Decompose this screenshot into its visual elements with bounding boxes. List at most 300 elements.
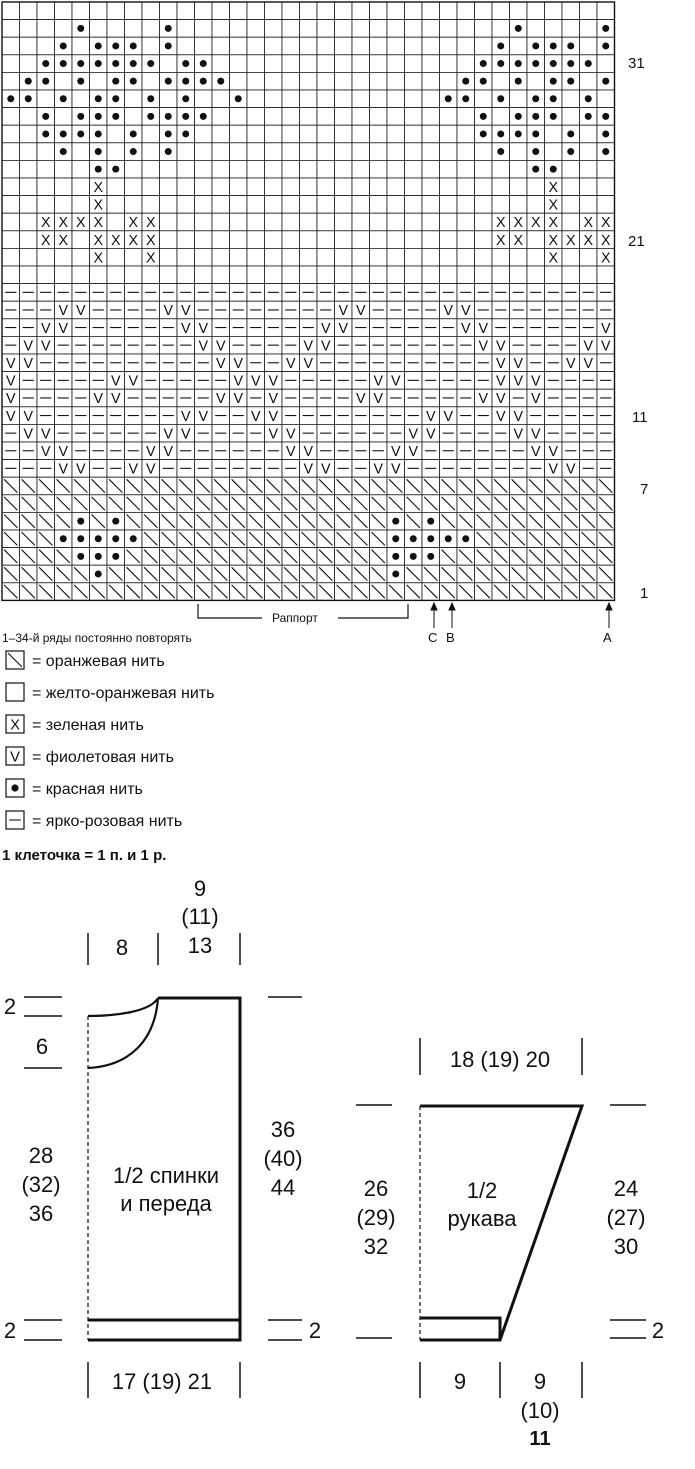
green-stitch-symbol: X (565, 232, 576, 249)
chart-cell (457, 213, 475, 231)
chart-cell (422, 143, 440, 161)
chart-cell (422, 178, 440, 196)
chart-cell (370, 266, 388, 284)
chart-cell (492, 248, 510, 266)
red-stitch-symbol (77, 518, 84, 525)
body-top-width-1: 9 (193, 876, 207, 901)
red-stitch-symbol (480, 60, 487, 67)
chart-cell (545, 2, 563, 20)
red-stitch-symbol (410, 553, 417, 560)
violet-stitch-symbol: V (373, 373, 384, 390)
body-neck-depth: 2 (3, 994, 17, 1019)
chart-cell (247, 55, 265, 73)
violet-stitch-symbol: V (478, 320, 489, 337)
red-stitch-symbol (515, 25, 522, 32)
red-stitch-symbol (95, 130, 102, 137)
green-stitch-symbol: X (75, 215, 86, 232)
green-stitch-symbol: X (548, 250, 559, 267)
chart-cell (387, 108, 405, 126)
chart-cell (230, 231, 248, 249)
chart-cell (440, 20, 458, 38)
chart-cell (107, 196, 125, 214)
chart-cell (317, 213, 335, 231)
violet-stitch-symbol: V (145, 461, 156, 478)
body-neck-width: 8 (115, 935, 129, 960)
chart-cell (335, 125, 353, 143)
green-stitch-symbol: X (10, 717, 20, 734)
violet-stitch-symbol: V (250, 373, 261, 390)
violet-stitch-symbol: V (583, 356, 594, 372)
chart-cell (597, 90, 615, 108)
chart-cell (107, 143, 125, 161)
chart-cell (405, 55, 423, 73)
chart-cell (492, 2, 510, 20)
stitch-markers (431, 603, 612, 628)
violet-stitch-symbol: V (425, 408, 436, 425)
legend-label: = оранжевая нить (32, 653, 165, 670)
violet-stitch-symbol: V (530, 426, 541, 443)
red-stitch-symbol (532, 166, 539, 173)
chart-cell (317, 178, 335, 196)
chart-cell (2, 248, 20, 266)
chart-cell (370, 196, 388, 214)
red-stitch-symbol (602, 148, 609, 155)
chart-cell (580, 266, 598, 284)
red-stitch-symbol (182, 95, 189, 102)
chart-cell (20, 125, 38, 143)
chart-cell (212, 108, 230, 126)
chart-cell (125, 160, 143, 178)
violet-stitch-symbol: V (23, 338, 34, 355)
chart-cell (335, 72, 353, 90)
chart-cell (160, 213, 178, 231)
red-stitch-symbol (60, 42, 67, 49)
chart-cell (300, 2, 318, 20)
chart-cell (125, 20, 143, 38)
chart-cell (352, 90, 370, 108)
green-stitch-symbol: X (93, 197, 104, 214)
chart-cell (142, 178, 160, 196)
chart-cell (317, 231, 335, 249)
chart-cell (387, 90, 405, 108)
violet-stitch-symbol: V (390, 373, 401, 390)
chart-cell (317, 72, 335, 90)
chart-cell (282, 213, 300, 231)
chart-cell (282, 72, 300, 90)
green-stitch-symbol: X (495, 215, 506, 232)
chart-cell (160, 55, 178, 73)
chart-cell (370, 125, 388, 143)
chart-cell (370, 20, 388, 38)
chart-cell (300, 20, 318, 38)
green-stitch-symbol: X (145, 215, 156, 232)
chart-cell (475, 2, 493, 20)
chart-cell (55, 72, 73, 90)
violet-stitch-symbol: V (5, 373, 16, 390)
chart-cell (510, 37, 528, 55)
chart-cell (335, 178, 353, 196)
chart-cell (195, 248, 213, 266)
legend (6, 651, 214, 830)
violet-stitch-symbol: V (338, 320, 349, 337)
row-number-1: 1 (640, 585, 649, 602)
chart-cell (370, 90, 388, 108)
chart-cell (422, 2, 440, 20)
chart-cell (72, 37, 90, 55)
chart-cell (597, 2, 615, 20)
chart-cell (457, 143, 475, 161)
red-stitch-symbol (112, 166, 119, 173)
chart-cell (580, 125, 598, 143)
chart-cell (422, 108, 440, 126)
violet-stitch-symbol: V (373, 391, 384, 408)
violet-stitch-symbol: V (5, 391, 16, 408)
chart-cell (212, 248, 230, 266)
chart-cell (405, 108, 423, 126)
red-stitch-symbol (95, 95, 102, 102)
red-stitch-symbol (235, 95, 242, 102)
violet-stitch-symbol: V (495, 338, 506, 355)
red-stitch-symbol (497, 60, 504, 67)
chart-cell (580, 248, 598, 266)
chart-cell (107, 248, 125, 266)
chart-cell (300, 196, 318, 214)
red-stitch-symbol (165, 25, 172, 32)
body-left-height-1: 28 (28, 1143, 54, 1168)
violet-stitch-symbol: V (10, 749, 20, 766)
red-stitch-symbol (602, 130, 609, 137)
chart-cell (142, 2, 160, 20)
chart-cell (20, 266, 38, 284)
chart-cell (282, 37, 300, 55)
body-label-line2: и переда (120, 1191, 212, 1216)
violet-stitch-symbol: V (40, 444, 51, 460)
chart-cell (160, 266, 178, 284)
violet-stitch-symbol: V (583, 338, 594, 355)
violet-stitch-symbol: V (5, 356, 16, 372)
red-stitch-symbol (532, 60, 539, 67)
chart-cell (387, 178, 405, 196)
chart-cell (317, 248, 335, 266)
red-stitch-symbol (165, 113, 172, 120)
violet-stitch-symbol: V (390, 444, 401, 460)
chart-cell (440, 108, 458, 126)
sleeve-top-width: 18 (19) 20 (449, 1047, 551, 1072)
red-stitch-symbol (515, 60, 522, 67)
violet-stitch-symbol: V (233, 391, 244, 408)
chart-cell (352, 37, 370, 55)
chart-cell (72, 90, 90, 108)
chart-cell (527, 231, 545, 249)
red-stitch-symbol (427, 535, 434, 542)
violet-stitch-symbol: V (565, 461, 576, 478)
chart-cell (405, 248, 423, 266)
body-top-width-2: (11) (181, 904, 219, 929)
red-stitch-symbol (497, 95, 504, 102)
green-stitch-symbol: X (600, 232, 611, 249)
violet-stitch-symbol: V (163, 303, 174, 320)
red-stitch-symbol (60, 148, 67, 155)
violet-stitch-symbol: V (198, 320, 209, 337)
chart-cell (282, 90, 300, 108)
violet-stitch-symbol: V (495, 408, 506, 425)
chart-cell (212, 196, 230, 214)
chart-cell (510, 143, 528, 161)
chart-cell (300, 266, 318, 284)
chart-cell (317, 55, 335, 73)
chart-cell (2, 231, 20, 249)
red-stitch-symbol (112, 535, 119, 542)
green-stitch-symbol: X (128, 215, 139, 232)
chart-cell (230, 196, 248, 214)
sleeve-label-line1: 1/2 (466, 1178, 498, 1203)
chart-cell (177, 160, 195, 178)
red-stitch-symbol (392, 570, 399, 577)
sleeve-left-height-3: 32 (363, 1234, 389, 1259)
chart-cell (405, 160, 423, 178)
violet-stitch-symbol: V (75, 461, 86, 478)
chart-cell (2, 178, 20, 196)
chart-cell (597, 196, 615, 214)
chart-cell (562, 108, 580, 126)
chart-cell (265, 231, 283, 249)
chart-cell (247, 2, 265, 20)
chart-cell (37, 266, 55, 284)
violet-stitch-symbol: V (233, 356, 244, 372)
chart-cell (265, 266, 283, 284)
chart-cell (352, 231, 370, 249)
red-stitch-symbol (567, 148, 574, 155)
chart-cell (580, 72, 598, 90)
red-stitch-symbol (427, 553, 434, 560)
rapport-label: Раппорт (272, 611, 318, 625)
chart-cell (440, 72, 458, 90)
red-stitch-symbol (112, 113, 119, 120)
chart-cell (265, 55, 283, 73)
chart-cell (55, 108, 73, 126)
chart-cell (422, 160, 440, 178)
chart-cell (580, 20, 598, 38)
sleeve-right-height-2: (27) (606, 1205, 646, 1230)
chart-cell (352, 125, 370, 143)
chart-cell (370, 55, 388, 73)
violet-stitch-symbol: V (58, 444, 69, 460)
chart-cell (265, 248, 283, 266)
chart-cell (90, 2, 108, 20)
chart-cell (55, 2, 73, 20)
chart-cell (475, 90, 493, 108)
violet-stitch-symbol: V (23, 408, 34, 425)
red-stitch-symbol (480, 113, 487, 120)
chart-cell (527, 248, 545, 266)
chart-cell (195, 213, 213, 231)
chart-cell (212, 160, 230, 178)
chart-cell (335, 213, 353, 231)
red-stitch-symbol (427, 518, 434, 525)
chart-cell (580, 160, 598, 178)
chart-cell (230, 143, 248, 161)
chart-cell (282, 160, 300, 178)
chart-cell (265, 178, 283, 196)
chart-cell (387, 213, 405, 231)
chart-cell (300, 72, 318, 90)
chart-cell (475, 20, 493, 38)
chart-cell (387, 248, 405, 266)
green-stitch-symbol: X (128, 232, 139, 249)
chart-cell (55, 248, 73, 266)
sleeve-bottom-right-width-3: 11 (529, 1428, 551, 1450)
chart-cell (20, 20, 38, 38)
violet-stitch-symbol: V (110, 391, 121, 408)
chart-cell (300, 231, 318, 249)
red-stitch-symbol (112, 42, 119, 49)
violet-stitch-symbol: V (198, 408, 209, 425)
chart-cell (265, 160, 283, 178)
body-labels (4, 876, 321, 1394)
chart-cell (562, 196, 580, 214)
chart-cell (457, 55, 475, 73)
body-neck-drop: 6 (35, 1034, 49, 1059)
violet-stitch-symbol: V (58, 320, 69, 337)
chart-cell (300, 108, 318, 126)
violet-stitch-symbol: V (530, 373, 541, 390)
chart-cell (545, 143, 563, 161)
chart-cell (230, 248, 248, 266)
violet-stitch-symbol: V (128, 373, 139, 390)
green-stitch-symbol: X (600, 215, 611, 232)
chart-cell (247, 160, 265, 178)
chart-cell (212, 20, 230, 38)
chart-cell (300, 90, 318, 108)
chart-cell (2, 196, 20, 214)
violet-stitch-symbol: V (460, 303, 471, 320)
chart-cell (510, 248, 528, 266)
red-stitch-symbol (77, 25, 84, 32)
chart-cell (317, 143, 335, 161)
chart-cell (142, 20, 160, 38)
sleeve-bottom-right-width-1: 9 (533, 1369, 547, 1394)
red-stitch-symbol (462, 535, 469, 542)
chart-cell (352, 196, 370, 214)
chart-cell (265, 20, 283, 38)
violet-stitch-symbol: V (198, 338, 209, 355)
violet-stitch-symbol: V (600, 338, 611, 355)
chart-cell (195, 20, 213, 38)
chart-cell (580, 178, 598, 196)
legend-label: = красная нить (32, 781, 143, 798)
red-stitch-symbol (147, 95, 154, 102)
violet-stitch-symbol: V (338, 303, 349, 320)
chart-cell (247, 37, 265, 55)
chart-cell (457, 248, 475, 266)
chart-cell (142, 196, 160, 214)
chart-cell (2, 213, 20, 231)
red-stitch-symbol (200, 113, 207, 120)
chart-cell (195, 196, 213, 214)
chart-cell (142, 125, 160, 143)
chart-cell (195, 143, 213, 161)
chart-cell (457, 160, 475, 178)
chart-cell (527, 72, 545, 90)
body-right-height-1: 36 (270, 1117, 296, 1142)
body-left-height-2: (32) (21, 1172, 61, 1197)
red-stitch-symbol (550, 166, 557, 173)
chart-cell (142, 143, 160, 161)
red-stitch-symbol (585, 95, 592, 102)
chart-cell (265, 2, 283, 20)
chart-cell (405, 231, 423, 249)
chart-cell (370, 248, 388, 266)
green-stitch-symbol: X (548, 232, 559, 249)
red-stitch-symbol (532, 113, 539, 120)
chart-cell (370, 160, 388, 178)
violet-stitch-symbol: V (180, 426, 191, 443)
chart-cell (370, 178, 388, 196)
chart-cell (212, 231, 230, 249)
row-number-31: 31 (628, 55, 645, 72)
violet-stitch-symbol: V (23, 356, 34, 372)
chart-cell (335, 196, 353, 214)
chart-cell (510, 196, 528, 214)
green-stitch-symbol: X (110, 232, 121, 249)
red-stitch-symbol (11, 784, 18, 791)
chart-cell (282, 108, 300, 126)
chart-cell (247, 143, 265, 161)
red-stitch-symbol (42, 78, 49, 85)
chart-cell (370, 231, 388, 249)
chart-cell (230, 266, 248, 284)
chart-cell (317, 125, 335, 143)
red-stitch-symbol (602, 78, 609, 85)
chart-cell (230, 213, 248, 231)
chart-cell (300, 160, 318, 178)
red-stitch-symbol (130, 148, 137, 155)
chart-cell (475, 37, 493, 55)
red-stitch-symbol (497, 148, 504, 155)
chart-cell (55, 160, 73, 178)
chart-cell (2, 20, 20, 38)
chart-cell (387, 231, 405, 249)
chart-cell (177, 248, 195, 266)
red-stitch-symbol (112, 95, 119, 102)
violet-stitch-symbol: V (5, 408, 16, 425)
chart-cell (212, 125, 230, 143)
violet-stitch-symbol: V (145, 444, 156, 460)
green-stitch-symbol: X (40, 232, 51, 249)
red-stitch-symbol (585, 113, 592, 120)
chart-cell (457, 231, 475, 249)
sleeve-label-line2: рукава (447, 1206, 517, 1231)
red-stitch-symbol (25, 95, 32, 102)
chart-cell (55, 178, 73, 196)
red-stitch-symbol (550, 113, 557, 120)
chart-cell (20, 108, 38, 126)
red-stitch-symbol (95, 570, 102, 577)
chart-cell (282, 143, 300, 161)
chart-cell (527, 196, 545, 214)
violet-stitch-symbol: V (460, 320, 471, 337)
green-stitch-symbol: X (548, 197, 559, 214)
red-stitch-symbol (25, 78, 32, 85)
body-bottom-right-band: 2 (308, 1318, 322, 1343)
chart-cell (457, 2, 475, 20)
violet-stitch-symbol: V (495, 356, 506, 372)
chart-cell (212, 143, 230, 161)
chart-cell (562, 2, 580, 20)
chart-cell (475, 266, 493, 284)
chart-cell (422, 37, 440, 55)
red-stitch-symbol (567, 42, 574, 49)
